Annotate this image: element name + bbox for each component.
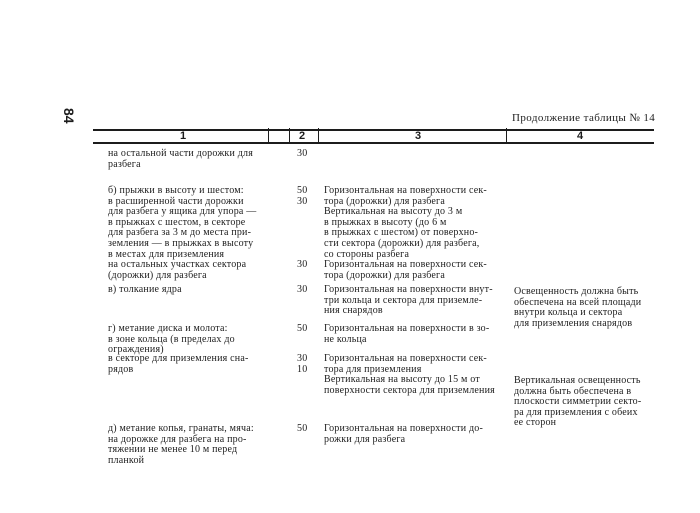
row-6-note: Вертикальная освещенность должна быть обеспечена в плоскости симметрии секто- ра для приземления с обеих ее сторон [514,375,642,429]
row-2-plane: Горизонтальная на поверхности сек- тора (дорожки) для разбега Вертикальная на высоту до 3 м в прыжках в высоту (до 6 м в прыжках с шестом) от поверхно- сти сектора (дорожки) для разбега, со стороны разбега [324,185,487,260]
table-continuation-title: Продолжение таблицы № 14 [512,112,656,124]
row-3-plane: Горизонтальная на поверхности сек- тора (дорожки) для разбега [324,259,487,281]
table-header-bottom-rule [93,142,654,144]
row-7-description: д) метание копья, гранаты, мяча: на дорожке для разбега на про- тяжении не менее 10 м перед планкой [108,423,254,466]
row-6-plane: Горизонтальная на поверхности сек- тора для приземления Вертикальная на высоту до 15 м от поверхности сектора для приземления [324,353,495,396]
row-4-note: Освещенность должна быть обеспечена на всей площади внутри кольца и сектора для приземления снарядов [514,286,642,329]
row-5-plane: Горизонтальная на поверхности в зо- не кольца [324,323,490,345]
row-6-description: в секторе для приземления сна- рядов [108,353,249,375]
row-4-description: в) толкание ядра [108,284,182,295]
column-divider [506,128,507,144]
row-6-lux: 30 10 [297,353,308,375]
row-4-lux: 30 [297,284,308,295]
column-header-4: 4 [577,130,584,142]
row-1-description: на остальной части дорожки для разбега [108,148,254,170]
column-header-3: 3 [415,130,422,142]
column-header-1: 1 [180,130,187,142]
row-2-lux: 50 30 [297,185,308,207]
row-1-lux: 30 [297,148,308,159]
row-5-lux: 50 [297,323,308,334]
column-divider [318,128,319,144]
row-4-plane: Горизонтальная на поверхности внут- три кольца и сектора для приземле- ния снарядов [324,284,493,317]
column-header-2: 2 [299,130,306,142]
table-header-top-rule [93,129,654,131]
row-7-plane: Горизонтальная на поверхности до- рожки для разбега [324,423,483,445]
row-5-description: г) метание диска и молота: в зоне кольца (в пределах до ограждения) [108,323,235,356]
column-divider [268,128,269,144]
row-2-description: б) прыжки в высоту и шестом: в расширенной части дорожки для разбега у ящика для упора — в прыжках с шестом, в секторе для разбега за 3 м до места при- земления — в прыжках в высоту в местах для приземления [108,185,257,260]
row-7-lux: 50 [297,423,308,434]
row-3-lux: 30 [297,259,308,270]
row-3-description: на остальных участках сектора (дорожки) для разбега [108,259,247,281]
page-number: 84 [61,108,77,124]
column-divider [289,128,290,144]
